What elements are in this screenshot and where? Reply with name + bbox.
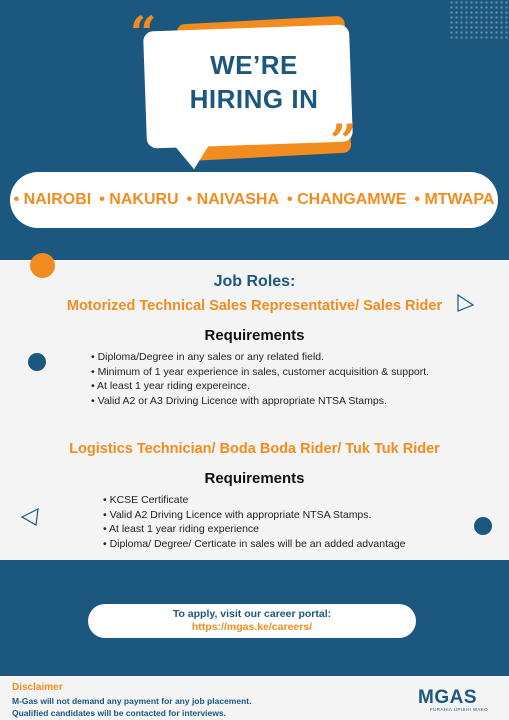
location-changamwe: • CHANGAMWE — [287, 191, 406, 209]
disclaimer-line: M-Gas will not demand any payment for any job placement. — [12, 696, 252, 706]
dot-pattern-decoration — [449, 0, 509, 40]
apply-pill — [88, 604, 416, 638]
list-item: • At least 1 year riding expereince. — [91, 379, 429, 394]
location-naivasha: • NAIVASHA — [187, 191, 279, 209]
mgas-logo — [418, 688, 500, 716]
list-item: • KCSE Certificate — [103, 493, 406, 508]
disclaimer-title: Disclaimer — [12, 682, 63, 693]
close-quote-icon: ” — [330, 114, 357, 168]
job-title-sales-rider: Motorized Technical Sales Representative/ Sales Rider — [66, 298, 443, 314]
apply-text: To apply, visit our career portal: — [172, 608, 332, 620]
disclaimer-line: Qualified candidates will be contacted for interviews. — [12, 708, 226, 718]
logo-wordmark: MGAS — [418, 687, 477, 708]
requirements-heading: Requirements — [204, 470, 305, 487]
triangle-outline-icon — [20, 507, 40, 527]
job-title-logistics-rider: Logistics Technician/ Boda Boda Rider/ Tuk Tuk Rider — [69, 441, 440, 457]
job-roles-heading: Job Roles: — [213, 273, 296, 290]
career-portal-link[interactable]: https://mgas.ke/careers/ — [191, 621, 313, 633]
location-nakuru: • NAKURU — [99, 191, 178, 209]
list-item: • Minimum of 1 year experience in sales, customer acquisition & support. — [91, 365, 429, 380]
list-item: • Diploma/ Degree/ Certicate in sales will be an added advantage — [103, 537, 406, 552]
blue-circle-decoration — [474, 517, 492, 535]
location-nairobi: • NAIROBI — [14, 191, 92, 209]
location-mtwapa: • MTWAPA — [414, 191, 494, 209]
list-item: • At least 1 year riding experience — [103, 522, 406, 537]
hiring-headline: WE’RE HIRING IN — [189, 50, 319, 114]
list-item: • Valid A2 Driving Licence with appropriate NTSA Stamps. — [103, 508, 406, 523]
logo-tagline: FURAHIA UPISHI WAKO — [429, 707, 489, 712]
requirements-list — [91, 350, 429, 408]
locations-pill — [10, 172, 498, 228]
speech-bubble — [130, 6, 370, 170]
list-item: • Diploma/Degree in any sales or any related field. — [91, 350, 429, 365]
requirements-heading: Requirements — [204, 327, 305, 344]
list-item: • Valid A2 or A3 Driving Licence with appropriate NTSA Stamps. — [91, 394, 429, 409]
open-quote-icon: “ — [130, 6, 157, 60]
blue-circle-decoration — [28, 353, 46, 371]
requirements-list — [103, 493, 406, 551]
